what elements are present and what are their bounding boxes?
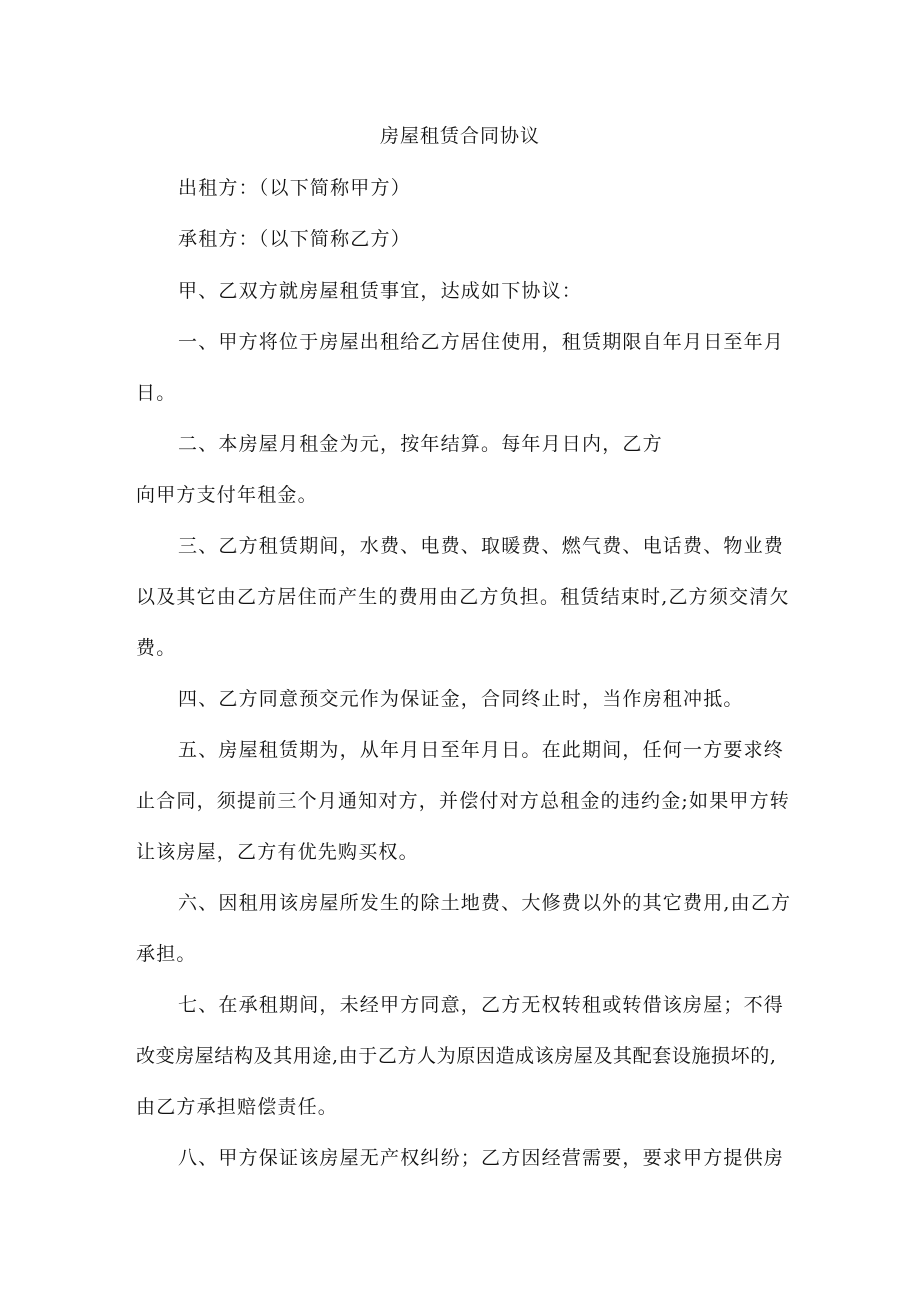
clause-3-line-1: 三、乙方租赁期间，水费、电费、取暖费、燃气费、电话费、物业费 bbox=[178, 535, 785, 557]
agreement-intro: 甲、乙双方就房屋租赁事宜，达成如下协议： bbox=[178, 280, 583, 302]
clause-3-line-3: 费。 bbox=[136, 637, 177, 659]
clause-2-line-1: 二、本房屋月租金为元，按年结算。每年月日内，乙方 bbox=[178, 433, 663, 455]
clause-5-line-1: 五、房屋租赁期为，从年月日至年月日。在此期间，任何一方要求终 bbox=[178, 739, 785, 761]
clause-5-line-2: 止合同，须提前三个月通知对方，并偿付对方总租金的违约金;如果甲方转 bbox=[136, 790, 791, 812]
clause-1-line-1: 一、甲方将位于房屋出租给乙方居住使用，租赁期限自年月日至年月 bbox=[178, 331, 785, 353]
clause-7-line-3: 由乙方承担赔偿责任。 bbox=[136, 1096, 339, 1118]
clause-4-line-1: 四、乙方同意预交元作为保证金，合同终止时，当作房租冲抵。 bbox=[178, 688, 744, 710]
clause-7-line-1: 七、在承租期间，未经甲方同意，乙方无权转租或转借该房屋；不得 bbox=[178, 994, 785, 1016]
clause-2-line-2: 向甲方支付年租金。 bbox=[136, 484, 318, 506]
lessee-line: 承租方：（以下简称乙方） bbox=[178, 228, 411, 250]
lessor-line: 出租方：（以下简称甲方） bbox=[178, 177, 411, 199]
document-title: 房屋租赁合同协议 bbox=[379, 125, 540, 147]
clause-6-line-2: 承担。 bbox=[136, 943, 197, 965]
clause-7-line-2: 改变房屋结构及其用途,由于乙方人为原因造成该房屋及其配套设施损坏的, bbox=[136, 1045, 777, 1067]
clause-1-line-2: 日。 bbox=[136, 382, 177, 404]
clause-5-line-3: 让该房屋，乙方有优先购买权。 bbox=[136, 841, 419, 863]
clause-3-line-2: 以及其它由乙方居住而产生的费用由乙方负担。租赁结束时,乙方须交清欠 bbox=[136, 586, 790, 608]
clause-8-line-1: 八、甲方保证该房屋无产权纠纷；乙方因经营需要，要求甲方提供房 bbox=[178, 1147, 785, 1169]
clause-6-line-1: 六、因租用该房屋所发生的除土地费、大修费以外的其它费用,由乙方 bbox=[178, 892, 792, 914]
